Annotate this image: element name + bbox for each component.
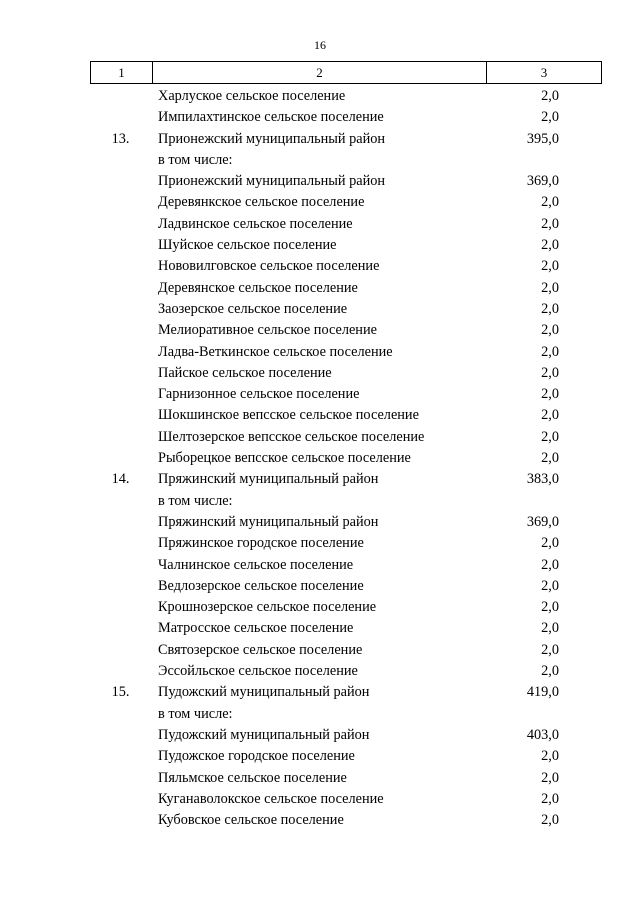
row-value: 369,0 [526,173,559,190]
table-row [0,448,640,469]
row-name: Рыборецкое вепсское сельское поселение [158,450,411,467]
row-value: 2,0 [541,300,559,317]
table-row [0,342,640,363]
row-name: Импилахтинское сельское поселение [158,109,384,126]
row-name: Пудожский муниципальный район [158,726,370,743]
row-value: 2,0 [541,343,559,360]
row-value: 383,0 [526,471,559,488]
table-row [0,192,640,213]
row-name: Прионежский муниципальный район [158,173,386,190]
row-value: 2,0 [541,450,559,467]
row-value: 2,0 [541,258,559,275]
column-header-3: 3 [487,62,602,84]
table-row [0,427,640,448]
table-row [0,555,640,576]
table-row [0,725,640,746]
row-value: 403,0 [526,726,559,743]
row-number: 15. [111,684,130,701]
table-row [0,512,640,533]
table-row [0,640,640,661]
column-header-table [90,61,602,84]
row-name: Пряжинский муниципальный район [158,513,379,530]
table-row [0,491,640,512]
row-name: Гарнизонное сельское поселение [158,386,360,403]
row-name: Куганаволокское сельское поселение [158,790,384,807]
row-value: 2,0 [541,577,559,594]
row-name: Деревянское сельское поселение [158,279,358,296]
row-name: Матросское сельское поселение [158,620,354,637]
row-value: 2,0 [541,215,559,232]
row-value: 2,0 [541,194,559,211]
row-value: 2,0 [541,599,559,616]
row-name: Эссойльское сельское поселение [158,663,358,680]
table-row [0,405,640,426]
table-row [0,86,640,107]
table-row [0,129,640,150]
row-name: Ладва-Веткинское сельское поселение [158,343,393,360]
table-row [0,256,640,277]
row-name: Святозерское сельское поселение [158,641,363,658]
row-name: в том числе: [158,151,233,168]
table-row [0,171,640,192]
table-row [0,661,640,682]
table-row [0,299,640,320]
row-value: 2,0 [541,535,559,552]
row-value: 2,0 [541,748,559,765]
row-value: 2,0 [541,790,559,807]
table-body [0,86,640,831]
row-name: Пудожское городское поселение [158,748,355,765]
row-value: 2,0 [541,322,559,339]
table-row [0,618,640,639]
table-row [0,597,640,618]
row-name: Харлуское сельское поселение [158,88,346,104]
row-value: 2,0 [541,237,559,254]
row-name: Заозерское сельское поселение [158,300,348,317]
table-row [0,278,640,299]
page-number: 16 [314,38,326,52]
row-name: Кубовское сельское поселение [158,812,344,829]
row-name: Шокшинское вепсское сельское поселение [158,407,419,424]
row-name: Шелтозерское вепсское сельское поселение [158,428,425,445]
row-name: Пряжинское городское поселение [158,535,364,552]
row-name: в том числе: [158,492,233,509]
column-header-1: 1 [91,62,153,84]
row-name: Прионежский муниципальный район [158,130,386,147]
row-name: Деревянкское сельское поселение [158,194,365,211]
row-value: 2,0 [541,812,559,829]
table-row [0,384,640,405]
row-value: 395,0 [526,130,559,147]
table-row [0,704,640,725]
row-value: 2,0 [541,428,559,445]
row-value: 2,0 [541,620,559,637]
column-header-row [91,62,602,84]
row-value: 2,0 [541,386,559,403]
row-value: 2,0 [541,556,559,573]
row-name: Шуйское сельское поселение [158,237,337,254]
row-name: Ладвинское сельское поселение [158,215,353,232]
row-name: Нововилговское сельское поселение [158,258,380,275]
table-row [0,789,640,810]
table-row [0,746,640,767]
row-name: Пайское сельское поселение [158,364,332,381]
table-row [0,150,640,171]
row-number: 14. [111,471,130,488]
table-row [0,235,640,256]
row-value: 2,0 [541,279,559,296]
table-row [0,768,640,789]
table-row [0,107,640,128]
row-value: 419,0 [526,684,559,701]
row-name: в том числе: [158,705,233,722]
row-name: Пяльмское сельское поселение [158,769,347,786]
table-row [0,363,640,384]
row-name: Пряжинский муниципальный район [158,471,379,488]
table-row [0,320,640,341]
row-name: Мелиоративное сельское поселение [158,322,377,339]
row-name: Чалнинское сельское поселение [158,556,354,573]
row-value: 2,0 [541,663,559,680]
table-row [0,469,640,490]
table-row [0,682,640,703]
row-value: 2,0 [541,364,559,381]
row-value: 2,0 [541,109,559,126]
table-row [0,810,640,831]
row-name: Крошнозерское сельское поселение [158,599,377,616]
table-row [0,576,640,597]
row-name: Ведлозерское сельское поселение [158,577,364,594]
table-row [0,214,640,235]
column-header-2: 2 [153,62,487,84]
row-value: 2,0 [541,641,559,658]
row-value: 369,0 [526,513,559,530]
table-row [0,533,640,554]
row-value: 2,0 [541,407,559,424]
row-name: Пудожский муниципальный район [158,684,370,701]
row-number: 13. [111,130,130,147]
row-value: 2,0 [541,769,559,786]
row-value: 2,0 [541,88,559,104]
